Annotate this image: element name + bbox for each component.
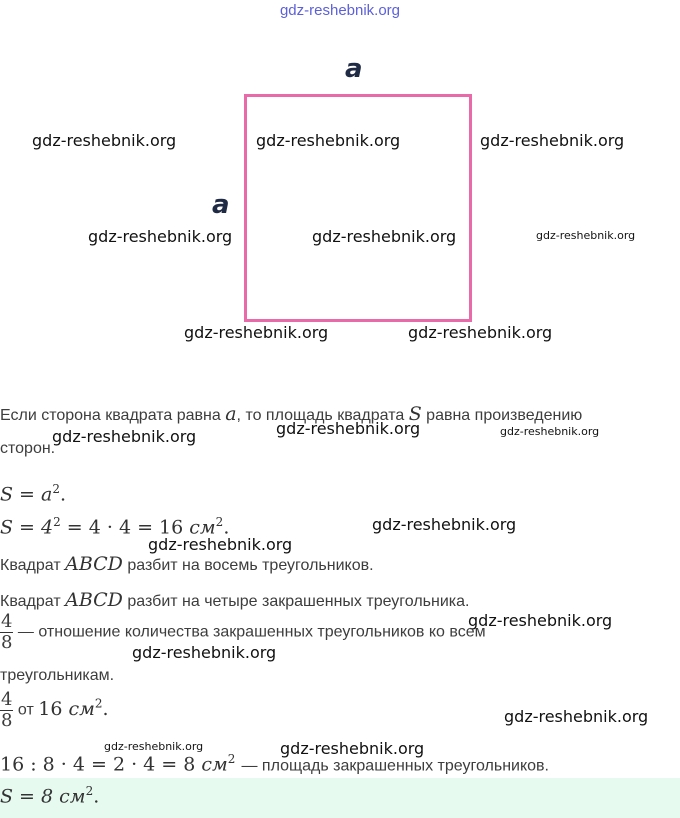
watermark: gdz-reshebnik.org xyxy=(132,643,277,662)
formula-shaded-area: 16 : 8 · 4 = 2 · 4 = 8 $см^2$ — площадь закрашенных треугольников. xyxy=(0,752,549,776)
square-figure xyxy=(244,94,472,322)
watermark: gdz-reshebnik.org xyxy=(104,740,204,753)
paragraph-ratio-cont: треугольникам. xyxy=(0,667,115,684)
watermark: gdz-reshebnik.org xyxy=(500,425,600,438)
side-label-top: a xyxy=(345,54,363,84)
answer-formula: S = 8 $см^2$. xyxy=(0,784,100,808)
paragraph-ratio: $\frac{4}{8}$ — отношение количества закрашенных треугольников ко всем xyxy=(1,611,486,653)
answer-box xyxy=(0,778,680,818)
paragraph-fraction-of: $\frac{4}{8}$ от 16 $см^2$. xyxy=(1,689,109,731)
watermark: gdz-reshebnik.org xyxy=(184,323,329,342)
watermark: gdz-reshebnik.org xyxy=(32,131,177,150)
paragraph-four-triangles: Квадрат ABCD разбит на четыре закрашенных треугольника. xyxy=(0,589,470,611)
var-a: a xyxy=(225,403,237,425)
watermark: gdz-reshebnik.org xyxy=(276,419,421,438)
watermark: gdz-reshebnik.org xyxy=(256,131,401,150)
paragraph-eight-triangles: Квадрат ABCD разбит на восемь треугольников. xyxy=(0,553,374,575)
fraction-four-eighths: $\frac{4}{8}$ xyxy=(1,611,13,653)
watermark: gdz-reshebnik.org xyxy=(148,535,293,554)
paragraph-area-rule-cont: сторон. xyxy=(0,440,56,457)
formula-area: $S = a^2$. xyxy=(0,482,67,506)
paragraph-area-rule: Если сторона квадрата равна a, то площадь квадрата S равна произведению xyxy=(0,403,583,425)
side-label-left: a xyxy=(212,190,230,220)
formula-calc: $S = 4^2 = 4 \cdot 4 = 16$ $см^2$. xyxy=(0,515,230,539)
fraction-four-eighths: $\frac{4}{8}$ xyxy=(1,689,13,731)
watermark: gdz-reshebnik.org xyxy=(372,515,517,534)
watermark: gdz-reshebnik.org xyxy=(312,227,457,246)
watermark: gdz-reshebnik.org xyxy=(504,707,649,726)
watermark: gdz-reshebnik.org xyxy=(480,131,625,150)
watermark: gdz-reshebnik.org xyxy=(468,611,613,630)
var-s: S xyxy=(408,403,422,425)
watermark: gdz-reshebnik.org xyxy=(88,227,233,246)
header-watermark: gdz-reshebnik.org xyxy=(279,2,401,19)
watermark: gdz-reshebnik.org xyxy=(408,323,553,342)
watermark: gdz-reshebnik.org xyxy=(52,427,197,446)
watermark: gdz-reshebnik.org xyxy=(280,739,425,758)
watermark: gdz-reshebnik.org xyxy=(536,229,636,242)
